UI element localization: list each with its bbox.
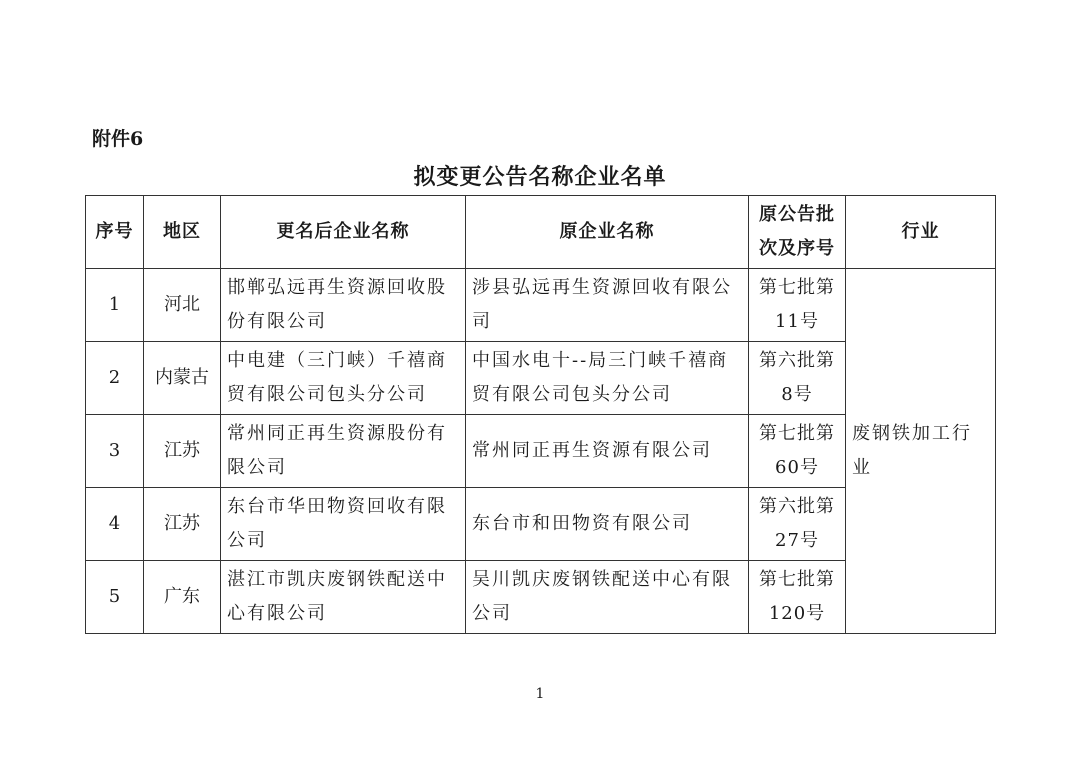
cell-batch: 第七批第60号 [749, 415, 846, 488]
cell-new-name: 湛江市凯庆废钢铁配送中心有限公司 [221, 561, 466, 634]
document-title: 拟变更公告名称企业名单 [413, 164, 667, 190]
cell-old-name: 东台市和田物资有限公司 [466, 488, 749, 561]
cell-old-name: 吴川凯庆废钢铁配送中心有限公司 [466, 561, 749, 634]
cell-batch: 第七批第11号 [749, 269, 846, 342]
attachment-label: 附件6 [92, 128, 144, 150]
cell-industry: 废钢铁加工行业 [846, 269, 996, 634]
page-number: 1 [535, 686, 545, 702]
cell-old-name: 涉县弘远再生资源回收有限公司 [466, 269, 749, 342]
header-seq: 序号 [86, 196, 144, 269]
enterprise-table [85, 195, 996, 634]
cell-seq: 2 [86, 342, 144, 415]
header-old-name: 原企业名称 [466, 196, 749, 269]
cell-old-name: 中国水电十--局三门峡千禧商贸有限公司包头分公司 [466, 342, 749, 415]
cell-seq: 3 [86, 415, 144, 488]
table-header-row [86, 196, 996, 269]
table-row [86, 269, 996, 342]
header-region: 地区 [144, 196, 221, 269]
cell-region: 广东 [144, 561, 221, 634]
cell-new-name: 邯郸弘远再生资源回收股份有限公司 [221, 269, 466, 342]
cell-new-name: 东台市华田物资回收有限公司 [221, 488, 466, 561]
cell-batch: 第六批第27号 [749, 488, 846, 561]
cell-seq: 5 [86, 561, 144, 634]
cell-old-name: 常州同正再生资源有限公司 [466, 415, 749, 488]
cell-region: 内蒙古 [144, 342, 221, 415]
cell-new-name: 常州同正再生资源股份有限公司 [221, 415, 466, 488]
header-new-name: 更名后企业名称 [221, 196, 466, 269]
cell-batch: 第七批第120号 [749, 561, 846, 634]
cell-region: 江苏 [144, 415, 221, 488]
cell-batch: 第六批第8号 [749, 342, 846, 415]
cell-seq: 1 [86, 269, 144, 342]
cell-new-name: 中电建（三门峡）千禧商贸有限公司包头分公司 [221, 342, 466, 415]
header-batch: 原公告批次及序号 [749, 196, 846, 269]
cell-region: 江苏 [144, 488, 221, 561]
cell-seq: 4 [86, 488, 144, 561]
cell-region: 河北 [144, 269, 221, 342]
header-industry: 行业 [846, 196, 996, 269]
